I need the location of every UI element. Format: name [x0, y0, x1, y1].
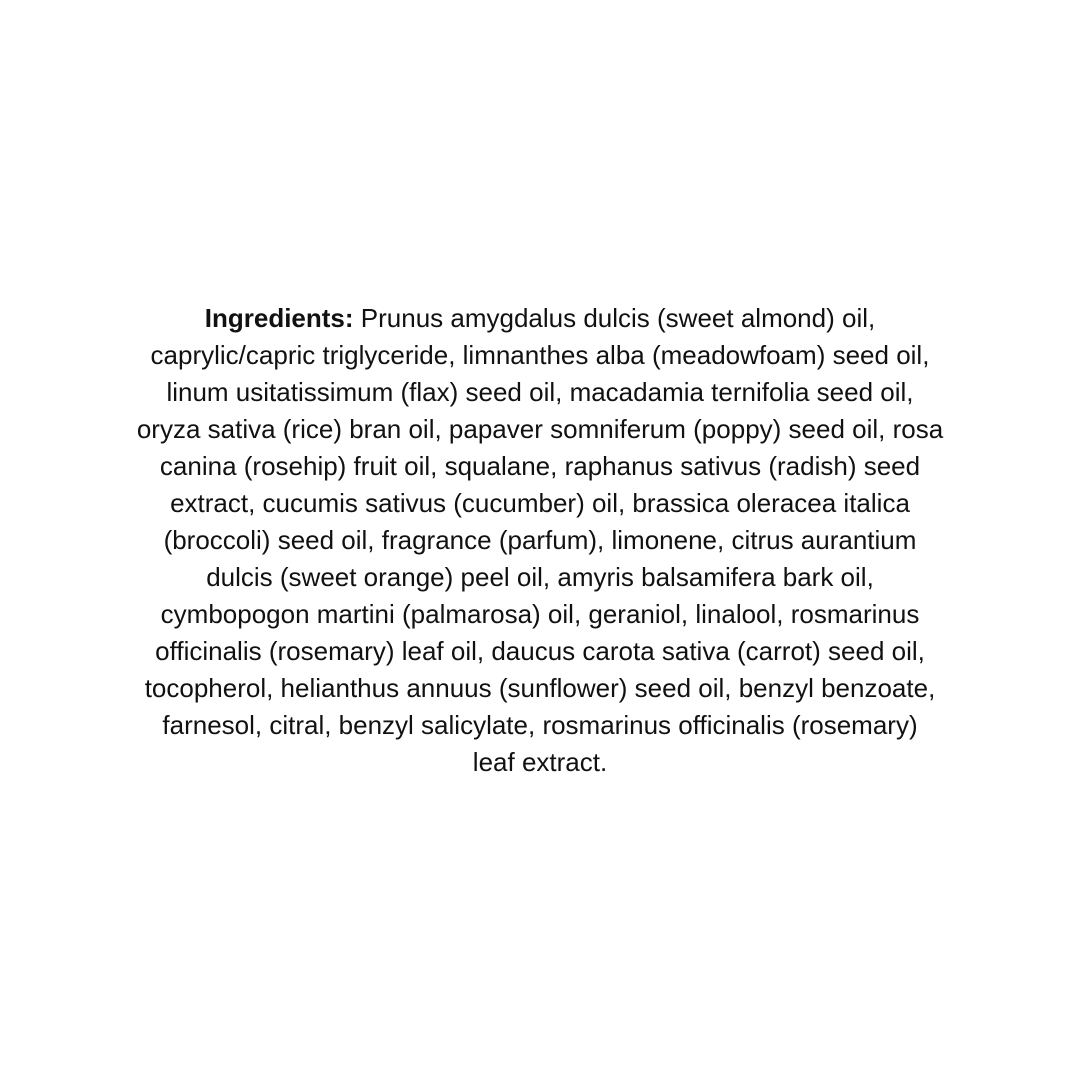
ingredients-line: cymbopogon martini (palmarosa) oil, geraniol, linalool, rosmarinus — [160, 599, 920, 629]
ingredients-line: caprylic/capric triglyceride, limnanthes alba (meadowfoam) seed oil, — [150, 340, 930, 370]
ingredients-text-block — [100, 300, 980, 781]
ingredients-line: officinalis (rosemary) leaf oil, daucus carota sativa (carrot) seed oil, — [155, 636, 925, 666]
ingredients-line-text: Prunus amygdalus dulcis (sweet almond) oil, — [353, 303, 876, 333]
ingredients-line: extract, cucumis sativus (cucumber) oil, brassica oleracea italica — [170, 488, 910, 518]
ingredients-line: (broccoli) seed oil, fragrance (parfum), limonene, citrus aurantium — [163, 525, 917, 555]
ingredients-line: linum usitatissimum (flax) seed oil, macadamia ternifolia seed oil, — [166, 377, 914, 407]
ingredients-line: canina (rosehip) fruit oil, squalane, raphanus sativus (radish) seed — [159, 451, 921, 481]
ingredients-line: farnesol, citral, benzyl salicylate, rosmarinus officinalis (rosemary) — [162, 710, 918, 740]
ingredients-line: leaf extract. — [472, 747, 608, 777]
ingredients-label: Ingredients: — [204, 303, 354, 333]
ingredients-line: tocopherol, helianthus annuus (sunflower) seed oil, benzyl benzoate, — [144, 673, 936, 703]
ingredients-line: oryza sativa (rice) bran oil, papaver somniferum (poppy) seed oil, rosa — [136, 414, 944, 444]
ingredients-line-1 — [100, 300, 980, 337]
ingredients-line: dulcis (sweet orange) peel oil, amyris balsamifera bark oil, — [206, 562, 874, 592]
